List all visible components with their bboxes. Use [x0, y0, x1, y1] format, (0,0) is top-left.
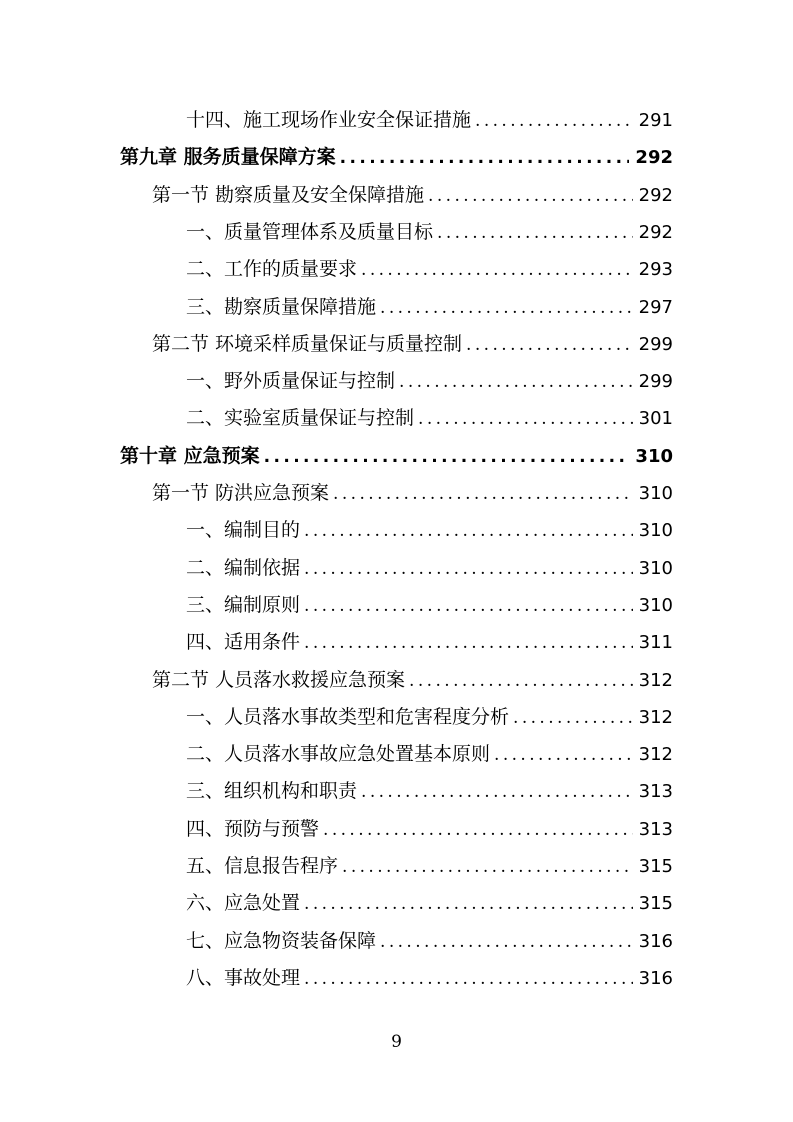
toc-item[interactable] [186, 773, 673, 810]
toc-page-number: 292 [638, 184, 673, 206]
toc-page-number: 311 [638, 632, 673, 654]
toc-title: 二、工作的质量要求 [186, 258, 358, 281]
toc-leader-dots [304, 625, 633, 662]
toc-item[interactable] [186, 736, 673, 773]
toc-leader-dots [409, 663, 633, 700]
toc-page-number: 292 [635, 147, 673, 169]
toc-title: 第九章 服务质量保障方案 [120, 146, 336, 169]
toc-section[interactable] [152, 662, 673, 699]
toc-item[interactable] [186, 512, 673, 549]
toc-title: 第一节 防洪应急预案 [152, 482, 330, 504]
toc-title: 第二节 环境采样质量保证与质量控制 [152, 332, 463, 355]
toc-item[interactable] [186, 624, 673, 661]
toc-item[interactable] [186, 550, 673, 587]
toc-item[interactable] [186, 587, 673, 624]
toc-item[interactable] [186, 923, 673, 960]
toc-title: 十四、施工现场作业安全保证措施 [186, 109, 472, 131]
toc-title: 七、应急物资装备保障 [186, 929, 377, 952]
toc-page-number: 310 [638, 557, 673, 579]
toc-leader-dots [340, 140, 630, 177]
toc-item[interactable] [186, 400, 673, 437]
toc-leader-dots [361, 252, 633, 289]
toc-page-number: 312 [638, 744, 673, 766]
toc-leader-dots [437, 215, 633, 252]
toc-page-number: 312 [638, 669, 673, 691]
toc-page-number: 297 [638, 296, 673, 318]
toc-chapter[interactable] [120, 139, 673, 176]
toc-leader-dots [418, 401, 633, 438]
toc-page-number: 312 [638, 706, 673, 728]
toc-title: 四、预防与预警 [186, 817, 320, 840]
toc-leader-dots [380, 290, 633, 327]
toc-item[interactable] [186, 214, 673, 251]
toc-title: 五、信息报告程序 [186, 855, 339, 877]
toc-leader-dots [333, 476, 633, 513]
toc-item[interactable] [186, 885, 673, 922]
toc-page-number: 310 [635, 445, 673, 467]
toc-leader-dots [466, 327, 633, 364]
toc-title: 一、野外质量保证与控制 [186, 370, 396, 393]
toc-leader-dots [304, 551, 633, 588]
toc-leader-dots [361, 774, 633, 811]
toc-title: 四、适用条件 [186, 631, 301, 654]
toc-item[interactable] [186, 363, 673, 400]
toc-page-number: 299 [638, 371, 673, 393]
toc-leader-dots [342, 849, 633, 886]
toc-page-number: 310 [638, 520, 673, 542]
toc-title: 二、实验室质量保证与控制 [186, 407, 415, 430]
toc-leader-dots [264, 439, 630, 476]
toc-page-number: 316 [638, 967, 673, 989]
toc-page-number: 310 [638, 483, 673, 504]
toc-title: 第二节 人员落水救援应急预案 [152, 668, 406, 691]
toc-item[interactable] [186, 848, 673, 885]
toc-item[interactable] [186, 289, 673, 326]
toc-page-number: 315 [638, 893, 673, 915]
toc-title: 六、应急处置 [186, 892, 301, 915]
toc-section[interactable] [152, 177, 673, 214]
toc-title: 第十章 应急预案 [120, 444, 260, 467]
toc-title: 一、质量管理体系及质量目标 [186, 220, 434, 243]
toc-leader-dots [513, 700, 633, 737]
toc-chapter[interactable] [120, 438, 673, 475]
toc-leader-dots [304, 961, 633, 998]
toc-item[interactable] [186, 960, 673, 997]
toc-page-number: 316 [638, 930, 673, 952]
toc-leader-dots [323, 812, 633, 849]
toc-leader-dots [399, 364, 633, 401]
toc-leader-dots [380, 924, 633, 961]
toc-page-number: 301 [638, 408, 673, 430]
toc-page-number: 310 [638, 594, 673, 616]
toc-title: 二、人员落水事故应急处置基本原则 [186, 743, 491, 766]
toc-page-number: 293 [638, 259, 673, 281]
toc-leader-dots [428, 178, 633, 215]
toc-title: 三、编制原则 [186, 593, 301, 616]
toc-leader-dots [304, 513, 633, 550]
toc-title: 一、编制目的 [186, 519, 301, 542]
toc-title: 三、组织机构和职责 [186, 780, 358, 803]
toc-title: 八、事故处理 [186, 966, 301, 989]
toc-item[interactable] [186, 251, 673, 288]
toc-leader-dots [475, 103, 633, 140]
toc-section[interactable] [152, 326, 673, 363]
toc-leader-dots [494, 737, 633, 774]
toc-item[interactable] [186, 699, 673, 736]
toc-title: 二、编制依据 [186, 556, 301, 579]
toc-leader-dots [304, 588, 633, 625]
toc-title: 一、人员落水事故类型和危害程度分析 [186, 705, 510, 728]
toc-page-number: 291 [638, 110, 673, 131]
toc-page-number: 313 [638, 781, 673, 803]
toc-title: 第一节 勘察质量及安全保障措施 [152, 183, 425, 206]
toc-page-number: 299 [638, 333, 673, 355]
toc-page-number: 292 [638, 221, 673, 243]
toc-leader-dots [304, 886, 633, 923]
page-number: 9 [391, 1032, 402, 1052]
toc-page-number: 315 [638, 856, 673, 877]
toc-item[interactable] [186, 811, 673, 848]
toc-item[interactable] [186, 102, 673, 139]
toc-title: 三、勘察质量保障措施 [186, 295, 377, 318]
toc-section[interactable] [152, 475, 673, 512]
toc-page-number: 313 [638, 818, 673, 840]
